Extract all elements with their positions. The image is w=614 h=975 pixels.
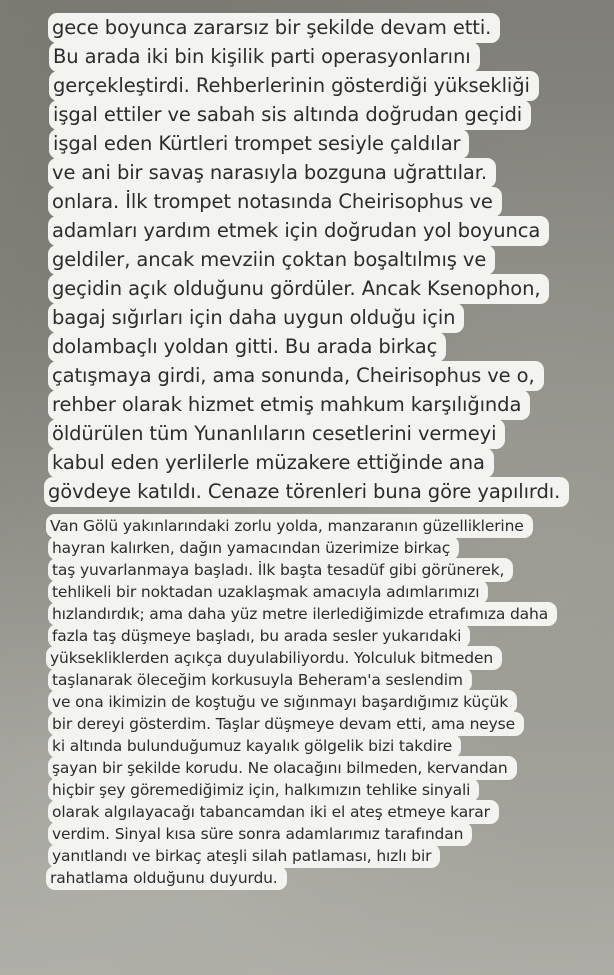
text-line: fazla taş düşmeye başladı, bu arada sesler yukarıdaki <box>48 624 470 648</box>
text-line: verdim. Sinyal kısa süre sonra adamlarımız tarafından <box>48 822 472 846</box>
text-line: gerçekleştirdi. Rehberlerinin gösterdiği yüksekliği <box>49 71 539 101</box>
text-line: işgal ettiler ve sabah sis altında doğrudan geçidi <box>49 100 531 130</box>
text-line: onlara. İlk trompet notasında Cheirisophus ve <box>48 187 502 217</box>
text-line: hızlandırdık; ama daha yüz metre ilerlediğimizde etrafımıza daha <box>48 602 557 626</box>
text-line: taş yuvarlanmaya başladı. İlk başta tesadüf gibi görünerek, <box>48 558 513 582</box>
text-line: ki altında bulunduğumuz kayalık gölgelik bizi takdire <box>48 734 461 758</box>
text-line: olarak algılayacağı tabancamdan iki el ateş etmeye karar <box>48 800 499 824</box>
text-line: Bu arada iki bin kişilik parti operasyonlarını <box>49 42 480 72</box>
text-line: ve ani bir savaş narasıyla bozguna uğrattılar. <box>48 158 496 188</box>
text-line: tehlikeli bir noktadan uzaklaşmak amacıyla adımlarımızı <box>48 580 488 604</box>
text-line: bagaj sığırları için daha uygun olduğu için <box>48 303 464 333</box>
text-line: taşlanarak öleceğim korkusuyla Beheram'a seslendim <box>48 668 472 692</box>
text-line: geldiler, ancak mevziin çoktan boşaltılmış ve <box>48 245 495 275</box>
text-line: Van Gölü yakınlarındaki zorlu yolda, manzaranın güzelliklerine <box>46 514 533 538</box>
text-line: ve ona ikimizin de koştuğu ve sığınmayı başardığımız küçük <box>48 690 517 714</box>
text-line: gece boyunca zararsız bir şekilde devam etti. <box>48 13 500 43</box>
text-line: yüksekliklerden açıkça duyulabiliyordu. Yolculuk bitmeden <box>46 646 502 670</box>
text-line: geçidin açık olduğunu gördüler. Ancak Ksenophon, <box>48 274 549 304</box>
text-line: adamları yardım etmek için doğrudan yol boyunca <box>48 216 549 246</box>
text-line: hayran kalırken, dağın yamacından üzerimize birkaç <box>48 536 459 560</box>
text-line: işgal eden Kürtleri trompet sesiyle çaldılar <box>49 129 469 159</box>
text-line: rahatlama olduğunu duyurdu. <box>46 866 287 890</box>
text-line: gövdeye katıldı. Cenaze törenleri buna göre yapılırdı. <box>44 477 569 507</box>
text-line: dolambaçlı yoldan gitti. Bu arada birkaç <box>48 332 446 362</box>
text-line: kabul eden yerlilerle müzakere ettiğinde ana <box>48 448 494 478</box>
text-line: şayan bir şekilde korudu. Ne olacağını bilmeden, kervandan <box>48 756 517 780</box>
text-line: bir dereyi gösterdim. Taşlar düşmeye devam etti, ama neyse <box>48 712 524 736</box>
text-line: rehber olarak hizmet etmiş mahkum karşılığında <box>48 390 530 420</box>
text-line: çatışmaya girdi, ama sonunda, Cheirisophus ve o, <box>48 361 544 391</box>
text-line: yanıtlandı ve birkaç ateşli silah patlaması, hızlı bir <box>48 844 440 868</box>
text-line: hiçbir şey göremediğimiz için, halkımızın tehlike sinyali <box>48 778 479 802</box>
text-line: öldürülen tüm Yunanlıların cesetlerini vermeyi <box>48 419 505 449</box>
